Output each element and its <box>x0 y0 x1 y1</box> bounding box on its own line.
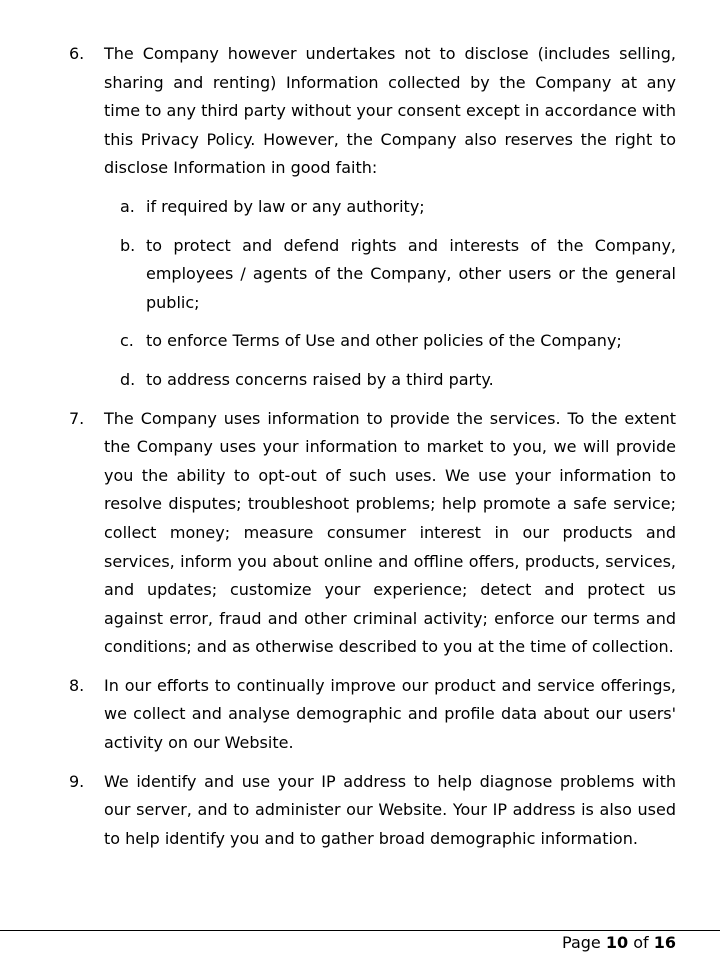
sublist-item-letter: a. <box>120 196 135 216</box>
list-item-8 <box>0 672 720 758</box>
of-label: of <box>633 933 649 952</box>
sublist-item-letter: b. <box>120 235 136 255</box>
list-item-text: The Company uses information to provide the services. To the extent the Company uses your information to market to you, we will provide you the ability to opt-out of such uses. We use your information to resolve disputes; troubleshoot problems; help promote a safe service; collect money; measure consumer interest in our products and services, inform you about online and offline offers, products, services, and updates; customize your experience; detect and protect us against error, fraud and other criminal activity; enforce our terms and conditions; and as otherwise described to you at the time of collection. <box>104 408 676 657</box>
footer-divider <box>0 930 720 931</box>
list-item-number: 7. <box>69 408 85 428</box>
list-item-text: We identify and use your IP address to help diagnose problems with our server, and to administer our Website. Your IP address is also used to help identify you and to gather broad demographic information. <box>104 771 676 848</box>
sublist-item-c <box>0 327 720 356</box>
sublist-item-letter: d. <box>120 369 136 389</box>
sublist-item-text: to enforce Terms of Use and other policies of the Company; <box>146 331 622 351</box>
list-item-text: The Company however undertakes not to disclose (includes selling, sharing and renting) Information collected by the Company at any time to any third party without your consent except in accordance with this Privacy Policy. However, the Company also reserves the right to disclose Information in good faith: <box>104 44 676 178</box>
list-item-number: 8. <box>69 675 85 695</box>
sublist-item-text: to address concerns raised by a third party. <box>146 369 494 389</box>
sublist-item-text: to protect and defend rights and interests of the Company, employees / agents of the Company, other users or the general public; <box>146 235 676 312</box>
sublist-item-d <box>0 366 720 395</box>
list-item-7 <box>0 405 720 662</box>
page-label: Page <box>562 933 601 952</box>
total-pages-number: 16 <box>653 933 676 952</box>
list-item-6 <box>0 40 720 395</box>
sublist <box>0 193 720 395</box>
list-item-9 <box>0 768 720 854</box>
list-item-text: In our efforts to continually improve our product and service offerings, we collect and analyse demographic and profile data about our users' activity on our Website. <box>104 675 676 753</box>
list-item-number: 9. <box>69 771 85 791</box>
sublist-item-text: if required by law or any authority; <box>146 196 425 216</box>
list-item-number: 6. <box>69 44 85 63</box>
sublist-item-letter: c. <box>120 331 134 351</box>
sublist-item-b <box>0 232 720 318</box>
page-footer <box>562 932 676 954</box>
sublist-item-a <box>0 193 720 222</box>
document-body <box>0 40 720 853</box>
current-page-number: 10 <box>605 933 629 952</box>
